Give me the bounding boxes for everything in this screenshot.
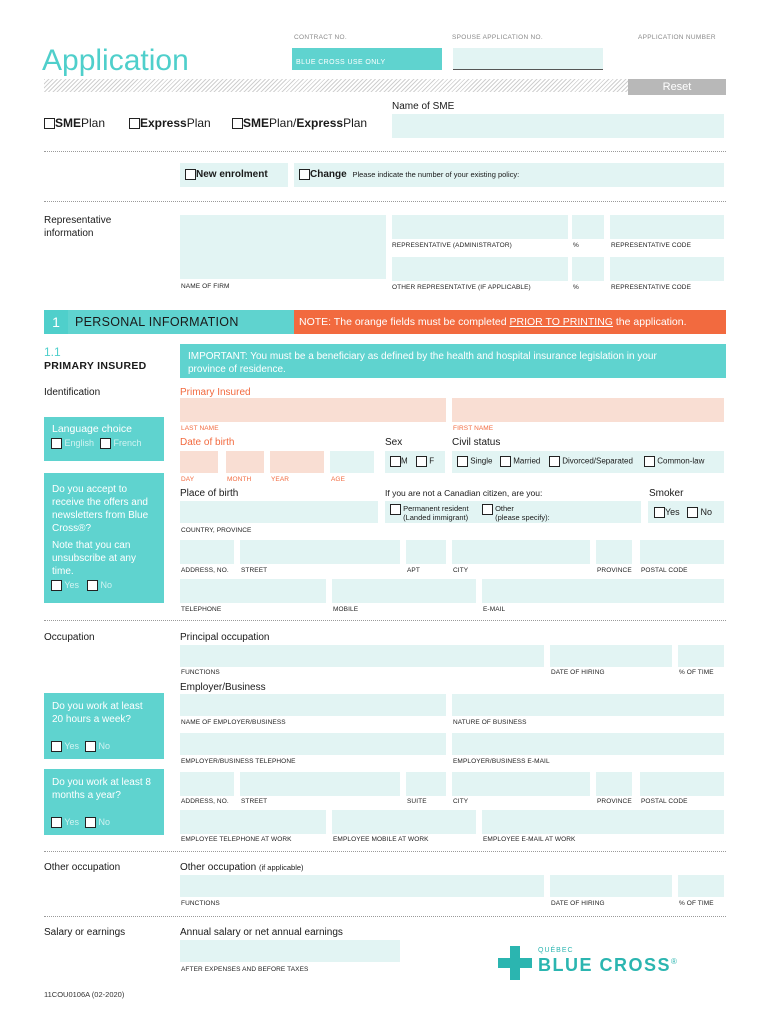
employee-tel-work-input[interactable] xyxy=(180,810,326,834)
subsection-title: PRIMARY INSURED xyxy=(44,360,147,372)
application-number-label: APPLICATION NUMBER xyxy=(638,34,716,41)
smoker-label: Smoker xyxy=(649,488,684,499)
section-number: 1 xyxy=(52,314,60,330)
permanent-resident-option[interactable] xyxy=(390,504,469,522)
change-checkbox[interactable] xyxy=(299,169,310,180)
plan-combo-d: Plan xyxy=(343,116,368,130)
other-rep-code-label: REPRESENTATIVE CODE xyxy=(611,284,692,291)
emp-suite-input[interactable] xyxy=(406,772,446,796)
salary-sub-label: AFTER EXPENSES AND BEFORE TAXES xyxy=(181,966,309,973)
offers-yes-checkbox[interactable] xyxy=(51,580,62,591)
single-checkbox[interactable] xyxy=(457,456,468,467)
employee-email-work-label: EMPLOYEE E-MAIL AT WORK xyxy=(483,836,576,843)
common-law-label: Common-law xyxy=(657,456,705,466)
emp-suite-label: SUITE xyxy=(407,798,427,805)
common-law-checkbox[interactable] xyxy=(644,456,655,467)
employer-email-input[interactable] xyxy=(452,733,724,755)
other-functions-input[interactable] xyxy=(180,875,544,897)
civil-status-label: Civil status xyxy=(452,437,501,448)
apt-input[interactable] xyxy=(406,540,446,564)
address-no-label: ADDRESS, NO. xyxy=(181,567,229,574)
place-of-birth-input[interactable] xyxy=(180,501,378,523)
employer-name-input[interactable] xyxy=(180,694,446,716)
employer-email-label: EMPLOYER/BUSINESS E-MAIL xyxy=(453,758,550,765)
representative-section-label: Representative information xyxy=(44,215,112,239)
divorced-label: Divorced/Separated xyxy=(562,456,633,466)
plan-combo-b: Plan/ xyxy=(269,116,297,130)
smoker-no-label: No xyxy=(700,507,713,517)
emp-province-label: PROVINCE xyxy=(597,798,632,805)
other-status-checkbox[interactable] xyxy=(482,504,493,515)
single-option[interactable] xyxy=(457,456,492,467)
work20-no-label: No xyxy=(98,741,111,751)
street-label: STREET xyxy=(241,567,268,574)
other-rep-percent-label: % xyxy=(573,284,579,291)
mobile-input[interactable] xyxy=(332,579,476,603)
other-occupation-title xyxy=(180,862,304,873)
contract-label: CONTRACT NO. xyxy=(294,34,347,41)
smoker-yes-checkbox[interactable] xyxy=(654,507,665,518)
language-english-checkbox[interactable] xyxy=(51,438,62,449)
divorced-option[interactable] xyxy=(549,456,633,467)
rep-code-input[interactable] xyxy=(610,215,724,239)
plan-sme-checkbox[interactable] xyxy=(44,118,55,129)
functions-input[interactable] xyxy=(180,645,544,667)
other-rep-input[interactable] xyxy=(392,257,568,281)
page-title: Application xyxy=(42,44,189,77)
other-occupation-applicable: (if applicable) xyxy=(258,863,304,872)
salary-title: Annual salary or net annual earnings xyxy=(180,927,343,938)
apt-label: APT xyxy=(407,567,420,574)
emp-postal-input[interactable] xyxy=(640,772,724,796)
name-of-sme-label: Name of SME xyxy=(392,101,455,112)
sex-m-option[interactable] xyxy=(390,456,408,467)
rep-code-label: REPRESENTATIVE CODE xyxy=(611,242,692,249)
nature-business-label: NATURE OF BUSINESS xyxy=(453,719,527,726)
other-pct-time-label: % OF TIME xyxy=(679,900,714,907)
permanent-resident-checkbox[interactable] xyxy=(390,504,401,515)
language-french-checkbox[interactable] xyxy=(100,438,111,449)
divider xyxy=(44,620,726,621)
contract-value: BLUE CROSS USE ONLY xyxy=(296,59,386,66)
work8-question: Do you work at least 8 months a year? xyxy=(52,777,151,801)
first-name-label: FIRST NAME xyxy=(453,425,494,432)
divorced-checkbox[interactable] xyxy=(549,456,560,467)
offers-no-label: No xyxy=(100,580,113,590)
work8-no-checkbox[interactable] xyxy=(85,817,96,828)
other-rep-percent-input[interactable] xyxy=(572,257,604,281)
country-province-label: COUNTRY, PROVINCE xyxy=(181,527,252,534)
employee-email-work-input[interactable] xyxy=(482,810,724,834)
sex-m-checkbox[interactable] xyxy=(390,456,401,467)
reset-button[interactable] xyxy=(628,79,726,95)
employer-telephone-input[interactable] xyxy=(180,733,446,755)
sex-label: Sex xyxy=(385,437,403,448)
section-number-box xyxy=(44,310,68,334)
date-hiring-input[interactable] xyxy=(550,645,672,667)
emp-street-label: STREET xyxy=(241,798,268,805)
specify-label: (please specify): xyxy=(495,513,550,522)
married-label: Married xyxy=(513,456,541,466)
english-label: English xyxy=(64,438,95,448)
emp-street-input[interactable] xyxy=(240,772,400,796)
divider xyxy=(44,851,726,852)
work20-yes-checkbox[interactable] xyxy=(51,741,62,752)
pct-time-label: % OF TIME xyxy=(679,669,714,676)
logo-blue-cross-text: BLUE CROSS xyxy=(538,955,672,975)
offers-no-checkbox[interactable] xyxy=(87,580,98,591)
change-label: Change xyxy=(310,169,347,181)
note-part-c: the application. xyxy=(612,316,687,328)
employer-name-label: NAME OF EMPLOYER/BUSINESS xyxy=(181,719,286,726)
email-input[interactable] xyxy=(482,579,724,603)
rep-admin-input[interactable] xyxy=(392,215,568,239)
common-law-option[interactable] xyxy=(644,456,704,467)
plan-express-bold: Express xyxy=(140,116,187,130)
telephone-input[interactable] xyxy=(180,579,326,603)
new-enrolment-option[interactable] xyxy=(185,169,268,180)
province-label: PROVINCE xyxy=(597,567,632,574)
age-label: AGE xyxy=(331,476,346,483)
sex-f-option[interactable] xyxy=(416,456,434,467)
dob-month-label: MONTH xyxy=(227,476,252,483)
email-label: E-MAIL xyxy=(483,606,506,613)
work8-no-label: No xyxy=(98,817,111,827)
subsection-number: 1.1 xyxy=(44,345,61,359)
divider xyxy=(44,151,726,152)
spouse-application-input[interactable] xyxy=(453,48,603,70)
other-rep-code-input[interactable] xyxy=(610,257,724,281)
plan-sme-plan: Plan xyxy=(81,116,106,130)
date-hiring-label: DATE OF HIRING xyxy=(551,669,605,676)
smoker-yes-label: Yes xyxy=(665,507,680,517)
nature-business-input[interactable] xyxy=(452,694,724,716)
last-name-label: LAST NAME xyxy=(181,425,219,432)
smoker-no-checkbox[interactable] xyxy=(687,507,698,518)
sex-m-label: M xyxy=(401,456,408,466)
principal-occupation-label: Principal occupation xyxy=(180,632,270,643)
sex-f-label: F xyxy=(429,456,435,466)
employee-mobile-work-label: EMPLOYEE MOBILE AT WORK xyxy=(333,836,429,843)
postal-code-label: POSTAL CODE xyxy=(641,567,688,574)
province-input[interactable] xyxy=(596,540,632,564)
logo-blue-cross xyxy=(538,955,678,976)
plan-sme-bold: SME xyxy=(55,116,82,130)
dob-year-label: YEAR xyxy=(271,476,290,483)
rep-admin-label: REPRESENTATIVE (ADMINISTRATOR) xyxy=(392,242,512,249)
landed-immigrant-label: (Landed immigrant) xyxy=(403,513,469,522)
other-date-hiring-input[interactable] xyxy=(550,875,672,897)
offers-yes-label: Yes xyxy=(64,580,80,590)
address-no-input[interactable] xyxy=(180,540,234,564)
other-status-label: Other xyxy=(495,504,514,513)
other-status-option[interactable] xyxy=(482,504,550,522)
married-checkbox[interactable] xyxy=(500,456,511,467)
work20-question: Do you work at least 20 hours a week? xyxy=(52,701,143,725)
plan-express-plan: Plan xyxy=(186,116,211,130)
note-part-a: NOTE: The orange fields must be completed xyxy=(299,316,510,328)
logo-registered-mark: ® xyxy=(671,957,679,966)
rep-percent-label: % xyxy=(573,242,579,249)
logo-quebec: QUÉBEC xyxy=(538,947,574,954)
note-part-b: PRIOR TO PRINTING xyxy=(509,316,613,328)
offers-no-option[interactable] xyxy=(87,580,112,591)
dob-day-label: DAY xyxy=(181,476,195,483)
emp-postal-label: POSTAL CODE xyxy=(641,798,688,805)
place-of-birth-label: Place of birth xyxy=(180,488,239,499)
plan-express-option[interactable] xyxy=(129,116,211,130)
reset-label: Reset xyxy=(662,81,692,93)
occupation-label: Occupation xyxy=(44,632,95,643)
employee-mobile-work-input[interactable] xyxy=(332,810,476,834)
other-functions-label: FUNCTIONS xyxy=(181,900,220,907)
spouse-label: SPOUSE APPLICATION NO. xyxy=(452,34,544,41)
language-french-option[interactable] xyxy=(100,438,142,449)
header-hatch-band xyxy=(44,79,628,92)
telephone-label: TELEPHONE xyxy=(181,606,222,613)
change-option[interactable] xyxy=(299,169,519,180)
work20-no-option[interactable] xyxy=(85,741,110,752)
new-enrolment-label: New enrolment xyxy=(196,169,268,181)
offers-yes-option[interactable] xyxy=(51,580,79,591)
plan-combo-option[interactable] xyxy=(232,116,367,130)
street-input[interactable] xyxy=(240,540,400,564)
language-english-option[interactable] xyxy=(51,438,94,449)
work20-yes-option[interactable] xyxy=(51,741,79,752)
cross-icon xyxy=(498,946,532,980)
work20-yes-label: Yes xyxy=(64,741,80,751)
employee-tel-work-label: EMPLOYEE TELEPHONE AT WORK xyxy=(181,836,292,843)
other-pct-time-input[interactable] xyxy=(678,875,724,897)
employer-telephone-label: EMPLOYER/BUSINESS TELEPHONE xyxy=(181,758,296,765)
name-of-sme-input[interactable] xyxy=(392,114,724,138)
married-option[interactable] xyxy=(500,456,540,467)
other-occupation-title-text: Other occupation xyxy=(180,862,257,873)
other-occupation-label: Other occupation xyxy=(44,862,121,873)
language-choice-label: Language choice xyxy=(52,423,132,435)
emp-address-no-input[interactable] xyxy=(180,772,234,796)
important-text: IMPORTANT: You must be a beneficiary as defined by the health and hospital insurance legislation in your province of residence. xyxy=(188,351,657,375)
work8-yes-option[interactable] xyxy=(51,817,79,828)
plan-express-checkbox[interactable] xyxy=(129,118,140,129)
emp-province-input[interactable] xyxy=(596,772,632,796)
dob-label: Date of birth xyxy=(180,437,235,448)
other-date-hiring-label: DATE OF HIRING xyxy=(551,900,605,907)
smoker-yes-option[interactable] xyxy=(654,507,680,518)
section-note xyxy=(299,316,687,328)
section-title: PERSONAL INFORMATION xyxy=(75,315,239,329)
pct-time-input[interactable] xyxy=(678,645,724,667)
unsubscribe-note: Note that you can unsubscribe at any time. xyxy=(52,540,136,577)
single-label: Single xyxy=(470,456,493,466)
last-name-input[interactable] xyxy=(180,398,446,422)
salary-input[interactable] xyxy=(180,940,400,962)
age-input[interactable] xyxy=(330,451,374,473)
dob-year-input[interactable] xyxy=(270,451,324,473)
emp-city-label: CITY xyxy=(453,798,469,805)
work20-no-checkbox[interactable] xyxy=(85,741,96,752)
emp-address-no-label: ADDRESS, NO. xyxy=(181,798,229,805)
functions-label: FUNCTIONS xyxy=(181,669,220,676)
form-code: 11COU0106A (02-2020) xyxy=(44,990,125,999)
french-label: French xyxy=(113,438,142,448)
emp-city-input[interactable] xyxy=(452,772,590,796)
plan-combo-checkbox[interactable] xyxy=(232,118,243,129)
smoker-no-option[interactable] xyxy=(687,507,712,518)
divider xyxy=(44,201,726,202)
name-of-firm-label: NAME OF FIRM xyxy=(181,283,230,290)
permanent-resident-label: Permanent resident xyxy=(403,504,469,513)
work8-yes-checkbox[interactable] xyxy=(51,817,62,828)
sex-f-checkbox[interactable] xyxy=(416,456,427,467)
identification-label: Identification xyxy=(44,387,101,398)
first-name-input[interactable] xyxy=(452,398,724,422)
change-hint: Please indicate the number of your existing policy: xyxy=(352,170,520,180)
postal-code-input[interactable] xyxy=(640,540,724,564)
other-rep-label: OTHER REPRESENTATIVE (IF APPLICABLE) xyxy=(392,284,531,291)
mobile-label: MOBILE xyxy=(333,606,359,613)
rep-percent-input[interactable] xyxy=(572,215,604,239)
not-citizen-label: If you are not a Canadian citizen, are you: xyxy=(385,488,543,498)
offers-question: Do you accept to receive the offers and newsletters from Blue Cross®? xyxy=(52,484,149,534)
blue-cross-logo xyxy=(498,946,728,980)
name-of-firm-input[interactable] xyxy=(180,215,386,279)
work8-yes-label: Yes xyxy=(64,817,80,827)
employer-business-label: Employer/Business xyxy=(180,682,266,693)
work8-no-option[interactable] xyxy=(85,817,110,828)
dob-month-input[interactable] xyxy=(226,451,264,473)
divider xyxy=(44,916,726,917)
primary-insured-label: Primary Insured xyxy=(180,387,251,398)
dob-day-input[interactable] xyxy=(180,451,218,473)
city-input[interactable] xyxy=(452,540,590,564)
city-label: CITY xyxy=(453,567,469,574)
new-enrolment-checkbox[interactable] xyxy=(185,169,196,180)
salary-label: Salary or earnings xyxy=(44,927,126,938)
plan-sme-option[interactable] xyxy=(44,116,105,130)
plan-combo-a: SME xyxy=(243,116,270,130)
plan-combo-c: Express xyxy=(296,116,344,130)
